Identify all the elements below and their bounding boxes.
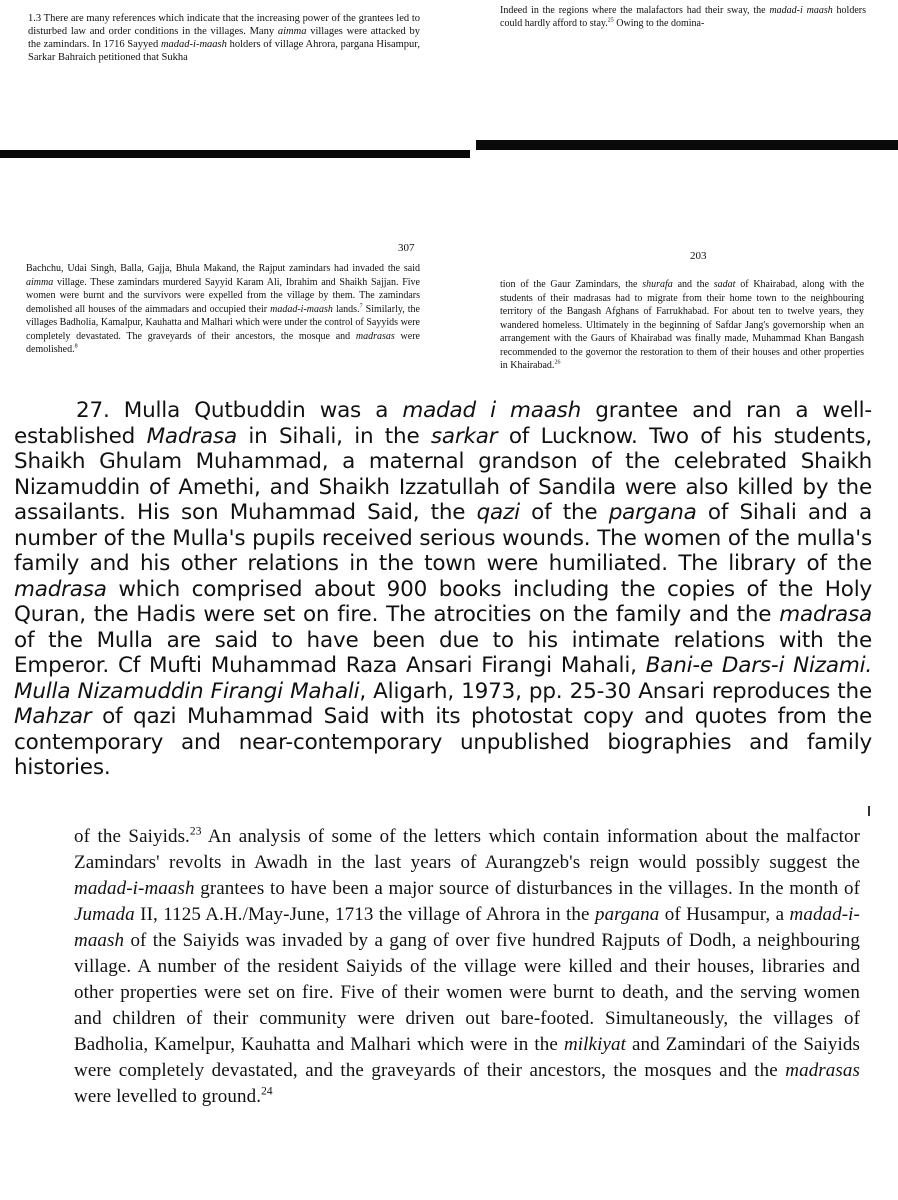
excerpt-mid-right [500, 278, 864, 373]
excerpt-top-left [28, 12, 420, 64]
excerpt-top-right [500, 4, 866, 30]
page-number-right: 203 [690, 250, 707, 262]
footnote-number: 27. [76, 398, 110, 423]
body-text-bottom [74, 824, 860, 1110]
excerpt-top-left-text: 1.3 There are many references which indicate that the increasing power of the grantees led to disturbed law and order conditions in the villages. Many aimma villages were attacked by the zamindars. In 1716 Sayyed madad-i-maash holders of village Ahrora, pargana Hisampur, Sarkar Bahraich petitioned that Sukha [28, 13, 420, 63]
divider-rule-right [476, 140, 898, 150]
excerpt-mid-right-text: tion of the Gaur Zamindars, the shurafa and the sadat of Khairabad, along with the students of their madrasas had to migrate from their home town to the neighbouring territory of the Bangash Afghans of Farrukhabad. For about ten to twelve years, they wandered homeless. Ultimately in the beginning of Safdar Jang's governorship when an arrangement with the Gaurs of Khairabad was finally made, Muhammad Khan Bangash recommended to the governor the restoration to them of their houses and other properties in Khairabad.$^{26}$ [500, 279, 865, 371]
page-number-left: 307 [398, 242, 415, 254]
excerpt-mid-left-text: Bachchu, Udai Singh, Balla, Gajja, Bhula Makand, the Rajput zamindars had invaded the said aimma village. These zamindars murdered Sayyid Karam Ali, Ibrahim and Shaikh Sajjan. Five women were burnt and the survivors were expelled from the village by them. The zamindars demolished all houses of the aimmadars and occupied their madad-i-maash lands.$^7$ Similarly, the villages Badholia, Kamalpur, Kauhatta and Malhari which were under the control of Sayyids were completely devastated. The graveyards of their ancestors, the mosque and madrasas were demolished.$^8$ [26, 263, 420, 355]
margin-mark [868, 806, 870, 816]
excerpt-mid-left [26, 262, 420, 357]
body-text-bottom-paragraph: of the Saiyids.$^{23}$ An analysis of some of the letters which contain information about the malfactor Zamindars' revolts in Awadh in the last years of Aurangzeb's reign would possibly suggest the madad-i-maash grantees to have been a major source of disturbances in the villages. In the month of Jumada II, 1125 A.H./May-June, 1713 the village of Ahrora in the pargana of Husampur, a madad-i-maash of the Saiyids was invaded by a gang of over five hundred Rajputs of Dodh, a neighbouring village. A number of the resident Saiyids of the village were killed and their houses, libraries and other properties were set on fire. Five of their women were burnt to death, and the serving women and children of their community were driven out bare-footed. Simultaneously, the villages of Badholia, Kamelpur, Kauhatta and Malhari which were in the milkiyat and Zamindari of the Saiyids were completely devastated, and the graveyards of their ancestors, the mosques and the madrasas were levelled to ground.$^{24}$ [74, 825, 861, 1107]
footnote-27-text: 27. Mulla Qutbuddin was a madad i maash grantee and ran a well-established Madrasa in Sihali, in the sarkar of Lucknow. Two of his students, Shaikh Ghulam Muhammad, a maternal grandson of the celebrated Shaikh Nizamuddin of Amethi, and Shaikh Izzatullah of Sandila were also killed by the assailants. His son Muhammad Said, the qazi of the pargana of Sihali and a number of the Mulla's pupils received serious wounds. The women of the mulla's family and his other relations in the town were humiliated. The library of the madrasa which comprised about 900 books including the copies of the Holy Quran, the Hadis were set on fire. The atrocities on the family and the madrasa of the Mulla are said to have been due to his intimate relations with the Emperor. Cf Mufti Muhammad Raza Ansari Firangi Mahali, Bani-e Dars-i Nizami. Mulla Nizamuddin Firangi Mahali, Aligarh, 1973, pp. 25-30 Ansari reproduces the Mahzar of qazi Muhammad Said with its photostat copy and quotes from the contemporary and near-contemporary unpublished biographies and family histories. [14, 398, 873, 780]
footnote-27 [14, 398, 872, 781]
excerpt-top-right-text: Indeed in the regions where the malafactors had their sway, the madad-i maash holders could hardly afford to stay.$^{25}$ Owing to the domina- [500, 5, 866, 29]
divider-rule-left [0, 150, 470, 158]
